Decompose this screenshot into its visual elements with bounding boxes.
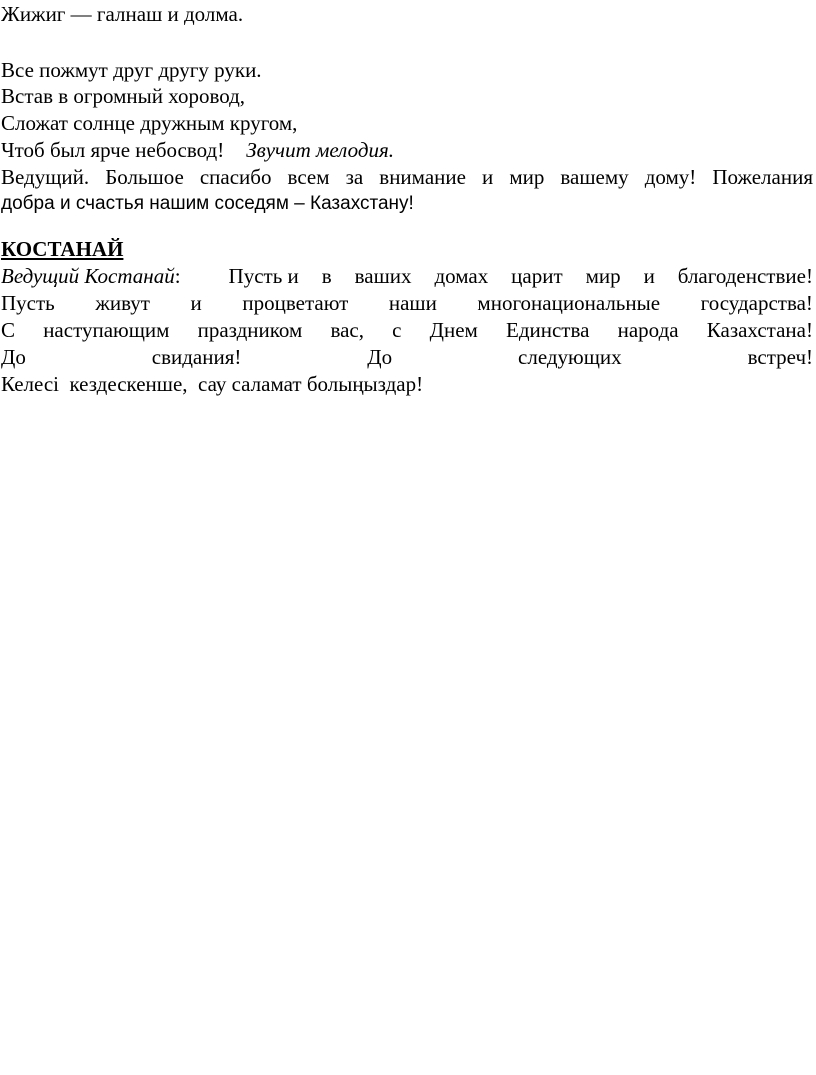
poem-line-3: Сложат солнце дружным кругом, <box>1 111 298 135</box>
speech-line-1 <box>1 263 813 289</box>
poem-line-4 <box>1 137 394 163</box>
speech-line-4 <box>1 344 813 370</box>
speech-word: До <box>1 345 26 369</box>
section-heading: КОСТАНАЙ <box>1 237 124 261</box>
speech-word: мир <box>585 264 621 288</box>
speech-word: Казахстана! <box>706 318 813 342</box>
host-word: мир <box>509 165 545 189</box>
poem-line-2: Встав в огромный хоровод, <box>1 84 246 108</box>
host-word: Пожелания <box>712 165 813 189</box>
speech-word: Пусть и <box>228 264 299 288</box>
speech-word: Пусть <box>1 291 55 315</box>
speech-line-3 <box>1 317 813 343</box>
speech-word: домах <box>434 264 489 288</box>
speech-word: Единства <box>506 318 590 342</box>
speaker-colon: : <box>174 264 181 288</box>
host-word: вашему <box>560 165 629 189</box>
speech-word: и <box>643 264 655 288</box>
speech-word: наши <box>388 291 437 315</box>
speech-word: живут <box>95 291 150 315</box>
host-word: за <box>345 165 364 189</box>
speech-word: в <box>321 264 332 288</box>
poem-line-4-text: Чтоб был ярче небосвод! <box>1 138 225 162</box>
stage-direction: Звучит мелодия. <box>246 138 394 162</box>
host-word: дому! <box>644 165 697 189</box>
speech-word: благоденствие! <box>677 264 813 288</box>
speech-word: царит <box>511 264 563 288</box>
host-speech-line-2: добра и счастья нашим соседям – Казахстану! <box>1 193 414 214</box>
text-line-dishes: Жижиг — галнаш и долма. <box>1 2 244 26</box>
speaker-label-group <box>1 263 299 289</box>
host-word: Большое <box>105 165 184 189</box>
speech-word: Днем <box>429 318 478 342</box>
poem-line-1: Все пожмут друг другу руки. <box>1 58 262 82</box>
speech-word: праздником <box>197 318 303 342</box>
speech-word: ваших <box>354 264 412 288</box>
speech-word: следующих <box>518 345 622 369</box>
speech-word: наступающим <box>43 318 170 342</box>
speaker-label: Ведущий Костанай <box>1 264 175 288</box>
speech-word: процветают <box>242 291 349 315</box>
speech-word: До <box>367 345 393 369</box>
speech-line-5-kazakh: Келесі кездескенше, сау саламат болыңыздар! <box>1 372 424 396</box>
host-speech-line-1 <box>1 164 813 190</box>
host-word: и <box>482 165 494 189</box>
speech-word: народа <box>617 318 679 342</box>
speech-word: многонациональные <box>477 291 661 315</box>
host-word: спасибо <box>199 165 272 189</box>
speech-word: государства! <box>700 291 813 315</box>
speech-word: свидания! <box>151 345 242 369</box>
host-word: внимание <box>379 165 466 189</box>
speech-word: и <box>190 291 202 315</box>
speech-line-2 <box>1 290 813 316</box>
speech-word: встреч! <box>747 345 813 369</box>
host-word: Ведущий. <box>1 165 90 189</box>
speech-word: вас, <box>330 318 364 342</box>
host-word: всем <box>287 165 330 189</box>
speech-word: с <box>392 318 402 342</box>
speech-word: С <box>1 318 16 342</box>
